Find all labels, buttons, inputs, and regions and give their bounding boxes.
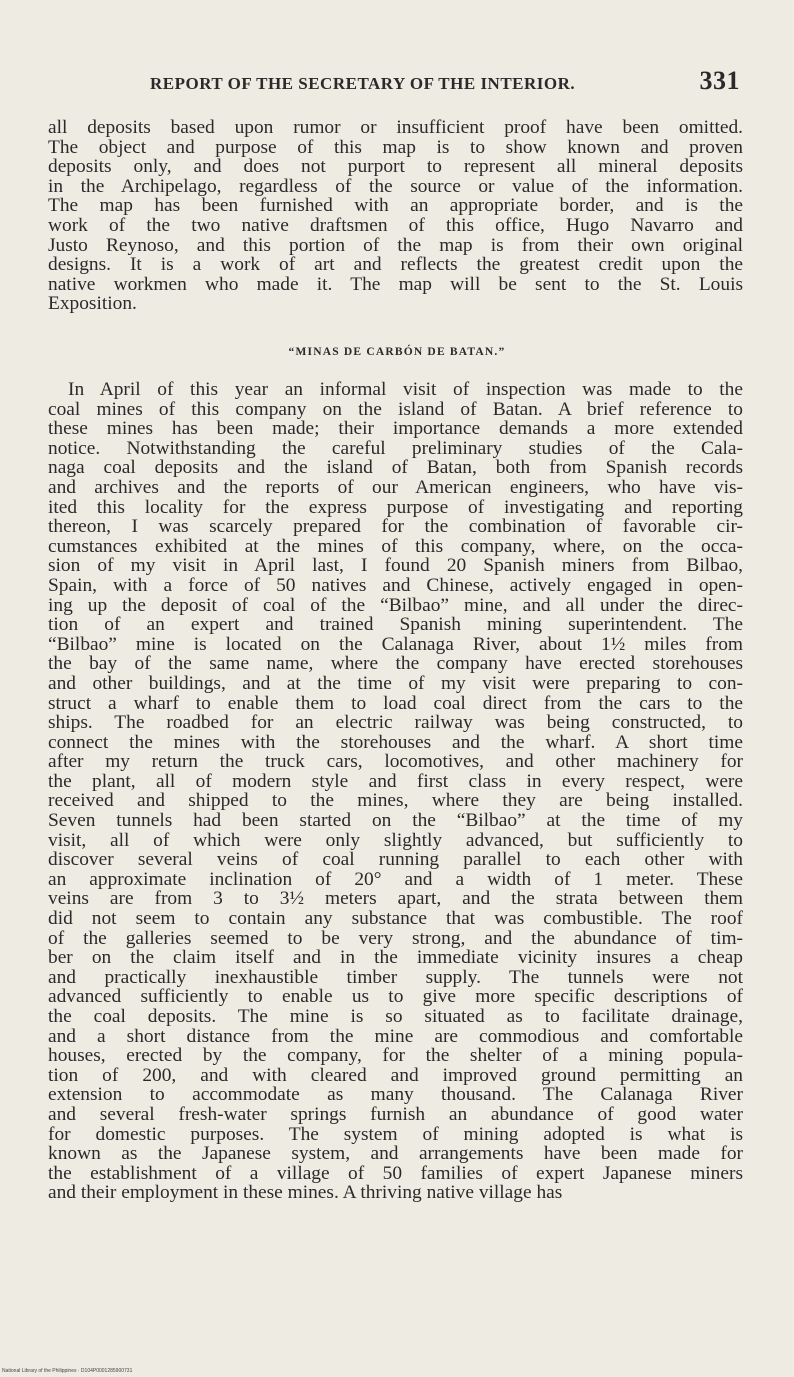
text-line: naga coal deposits and the island of Batan, both from Spanish records: [48, 458, 743, 478]
text-line: houses, erected by the company, for the shelter of a mining popula-: [48, 1046, 743, 1066]
text-line: Justo Reynoso, and this portion of the map is from their own original: [48, 235, 743, 256]
text-line: deposits only, and does not purport to represent all mineral deposits: [48, 157, 743, 177]
text-line: in the Archipelago, regardless of the source or value of the information.: [48, 176, 743, 197]
text-line: sion of my visit in April last, I found 20 Spanish miners from Bilbao,: [48, 556, 743, 576]
text-line: after my return the truck cars, locomotives, and other machinery for: [48, 752, 743, 772]
paragraph-batan-mines: [48, 380, 743, 1203]
running-title: REPORT OF THE SECRETARY OF THE INTERIOR.: [150, 74, 576, 93]
text-line: the bay of the same name, where the company have erected storehouses: [48, 654, 743, 674]
text-line: coal mines of this company on the island of Batan. A brief reference to: [48, 399, 743, 420]
text-line: extension to accommodate as many thousand. The Calanaga River: [48, 1085, 743, 1105]
text-line: Seven tunnels had been started on the “Bilbao” at the time of my: [48, 811, 743, 831]
text-line: In April of this year an informal visit of inspection was made to the: [68, 380, 743, 400]
text-line: struct a wharf to enable them to load coal direct from the cars to the: [48, 693, 743, 714]
text-line: The object and purpose of this map is to show known and proven: [48, 137, 743, 158]
text-line: the plant, all of modern style and first class in every respect, were: [48, 771, 743, 792]
text-line: advanced sufficiently to enable us to give more specific descriptions of: [48, 987, 743, 1007]
text-line: tion of an expert and trained Spanish mining superintendent. The: [48, 615, 743, 635]
text-line: “Bilbao” mine is located on the Calanaga River, about 1½ miles from: [48, 634, 743, 655]
text-line: Spain, with a force of 50 natives and Chinese, actively engaged in open-: [48, 575, 743, 596]
text-line: and archives and the reports of our American engineers, who have vis-: [48, 477, 743, 498]
text-line: ships. The roadbed for an electric railway was being constructed, to: [48, 713, 743, 733]
text-line: received and shipped to the mines, where they are being installed.: [48, 791, 743, 812]
text-line: and practically inexhaustible timber supply. The tunnels were not: [48, 967, 743, 988]
text-line: ber on the claim itself and in the immediate vicinity insures a cheap: [48, 948, 743, 968]
text-line: veins are from 3 to 3½ meters apart, and the strata between them: [48, 889, 743, 910]
text-line: The map has been furnished with an appropriate border, and is the: [48, 196, 743, 216]
text-line: for domestic purposes. The system of mining adopted is what is: [48, 1124, 743, 1145]
text-line: and their employment in these mines. A thriving native village has: [48, 1183, 563, 1203]
text-line: these mines has been made; their importance demands a more extended: [48, 419, 743, 439]
text-line: visit, all of which were only slightly advanced, but sufficiently to: [48, 830, 743, 851]
text-line: notice. Notwithstanding the careful preliminary studies of the Cala-: [48, 438, 743, 459]
text-line: tion of 200, and with cleared and improved ground permitting an: [48, 1065, 743, 1086]
scan-footer: National Library of the Philippines · D104P0001285900731: [2, 1368, 133, 1374]
text-line: and several fresh-water springs furnish an abundance of good water: [48, 1104, 743, 1125]
text-line: native workmen who made it. The map will be sent to the St. Louis: [48, 274, 743, 295]
page-number: 331: [699, 66, 740, 95]
text-line: designs. It is a work of art and reflects the greatest credit upon the: [48, 255, 743, 275]
text-line: thereon, I was scarcely prepared for the combination of favorable cir-: [48, 517, 743, 537]
text-line: connect the mines with the storehouses and the wharf. A short time: [48, 732, 743, 753]
text-line: did not seem to contain any substance that was combustible. The roof: [48, 909, 743, 929]
text-line: known as the Japanese system, and arrangements have been made for: [48, 1144, 743, 1164]
text-line: and a short distance from the mine are commodious and comfortable: [48, 1026, 743, 1047]
section-heading: “MINAS DE CARBÓN DE BATAN.”: [288, 346, 506, 358]
text-line: work of the two native draftsmen of this office, Hugo Navarro and: [48, 215, 743, 236]
text-line: discover several veins of coal running parallel to each other with: [48, 850, 743, 870]
text-line: Exposition.: [48, 294, 137, 314]
text-line: an approximate inclination of 20° and a width of 1 meter. These: [48, 869, 743, 890]
text-line: all deposits based upon rumor or insufficient proof have been omitted.: [48, 118, 743, 138]
text-line: the establishment of a village of 50 families of expert Japanese miners: [48, 1163, 743, 1184]
text-line: the coal deposits. The mine is so situated as to facilitate drainage,: [48, 1007, 743, 1027]
text-line: and other buildings, and at the time of my visit were preparing to con-: [48, 673, 743, 694]
text-line: cumstances exhibited at the mines of this company, where, on the occa-: [48, 536, 743, 557]
text-line: of the galleries seemed to be very strong, and the abundance of tim-: [48, 928, 743, 949]
text-line: ited this locality for the express purpose of investigating and reporting: [48, 497, 743, 518]
paragraph-map-description: [48, 118, 743, 314]
text-line: ing up the deposit of coal of the “Bilbao” mine, and all under the direc-: [48, 595, 743, 616]
